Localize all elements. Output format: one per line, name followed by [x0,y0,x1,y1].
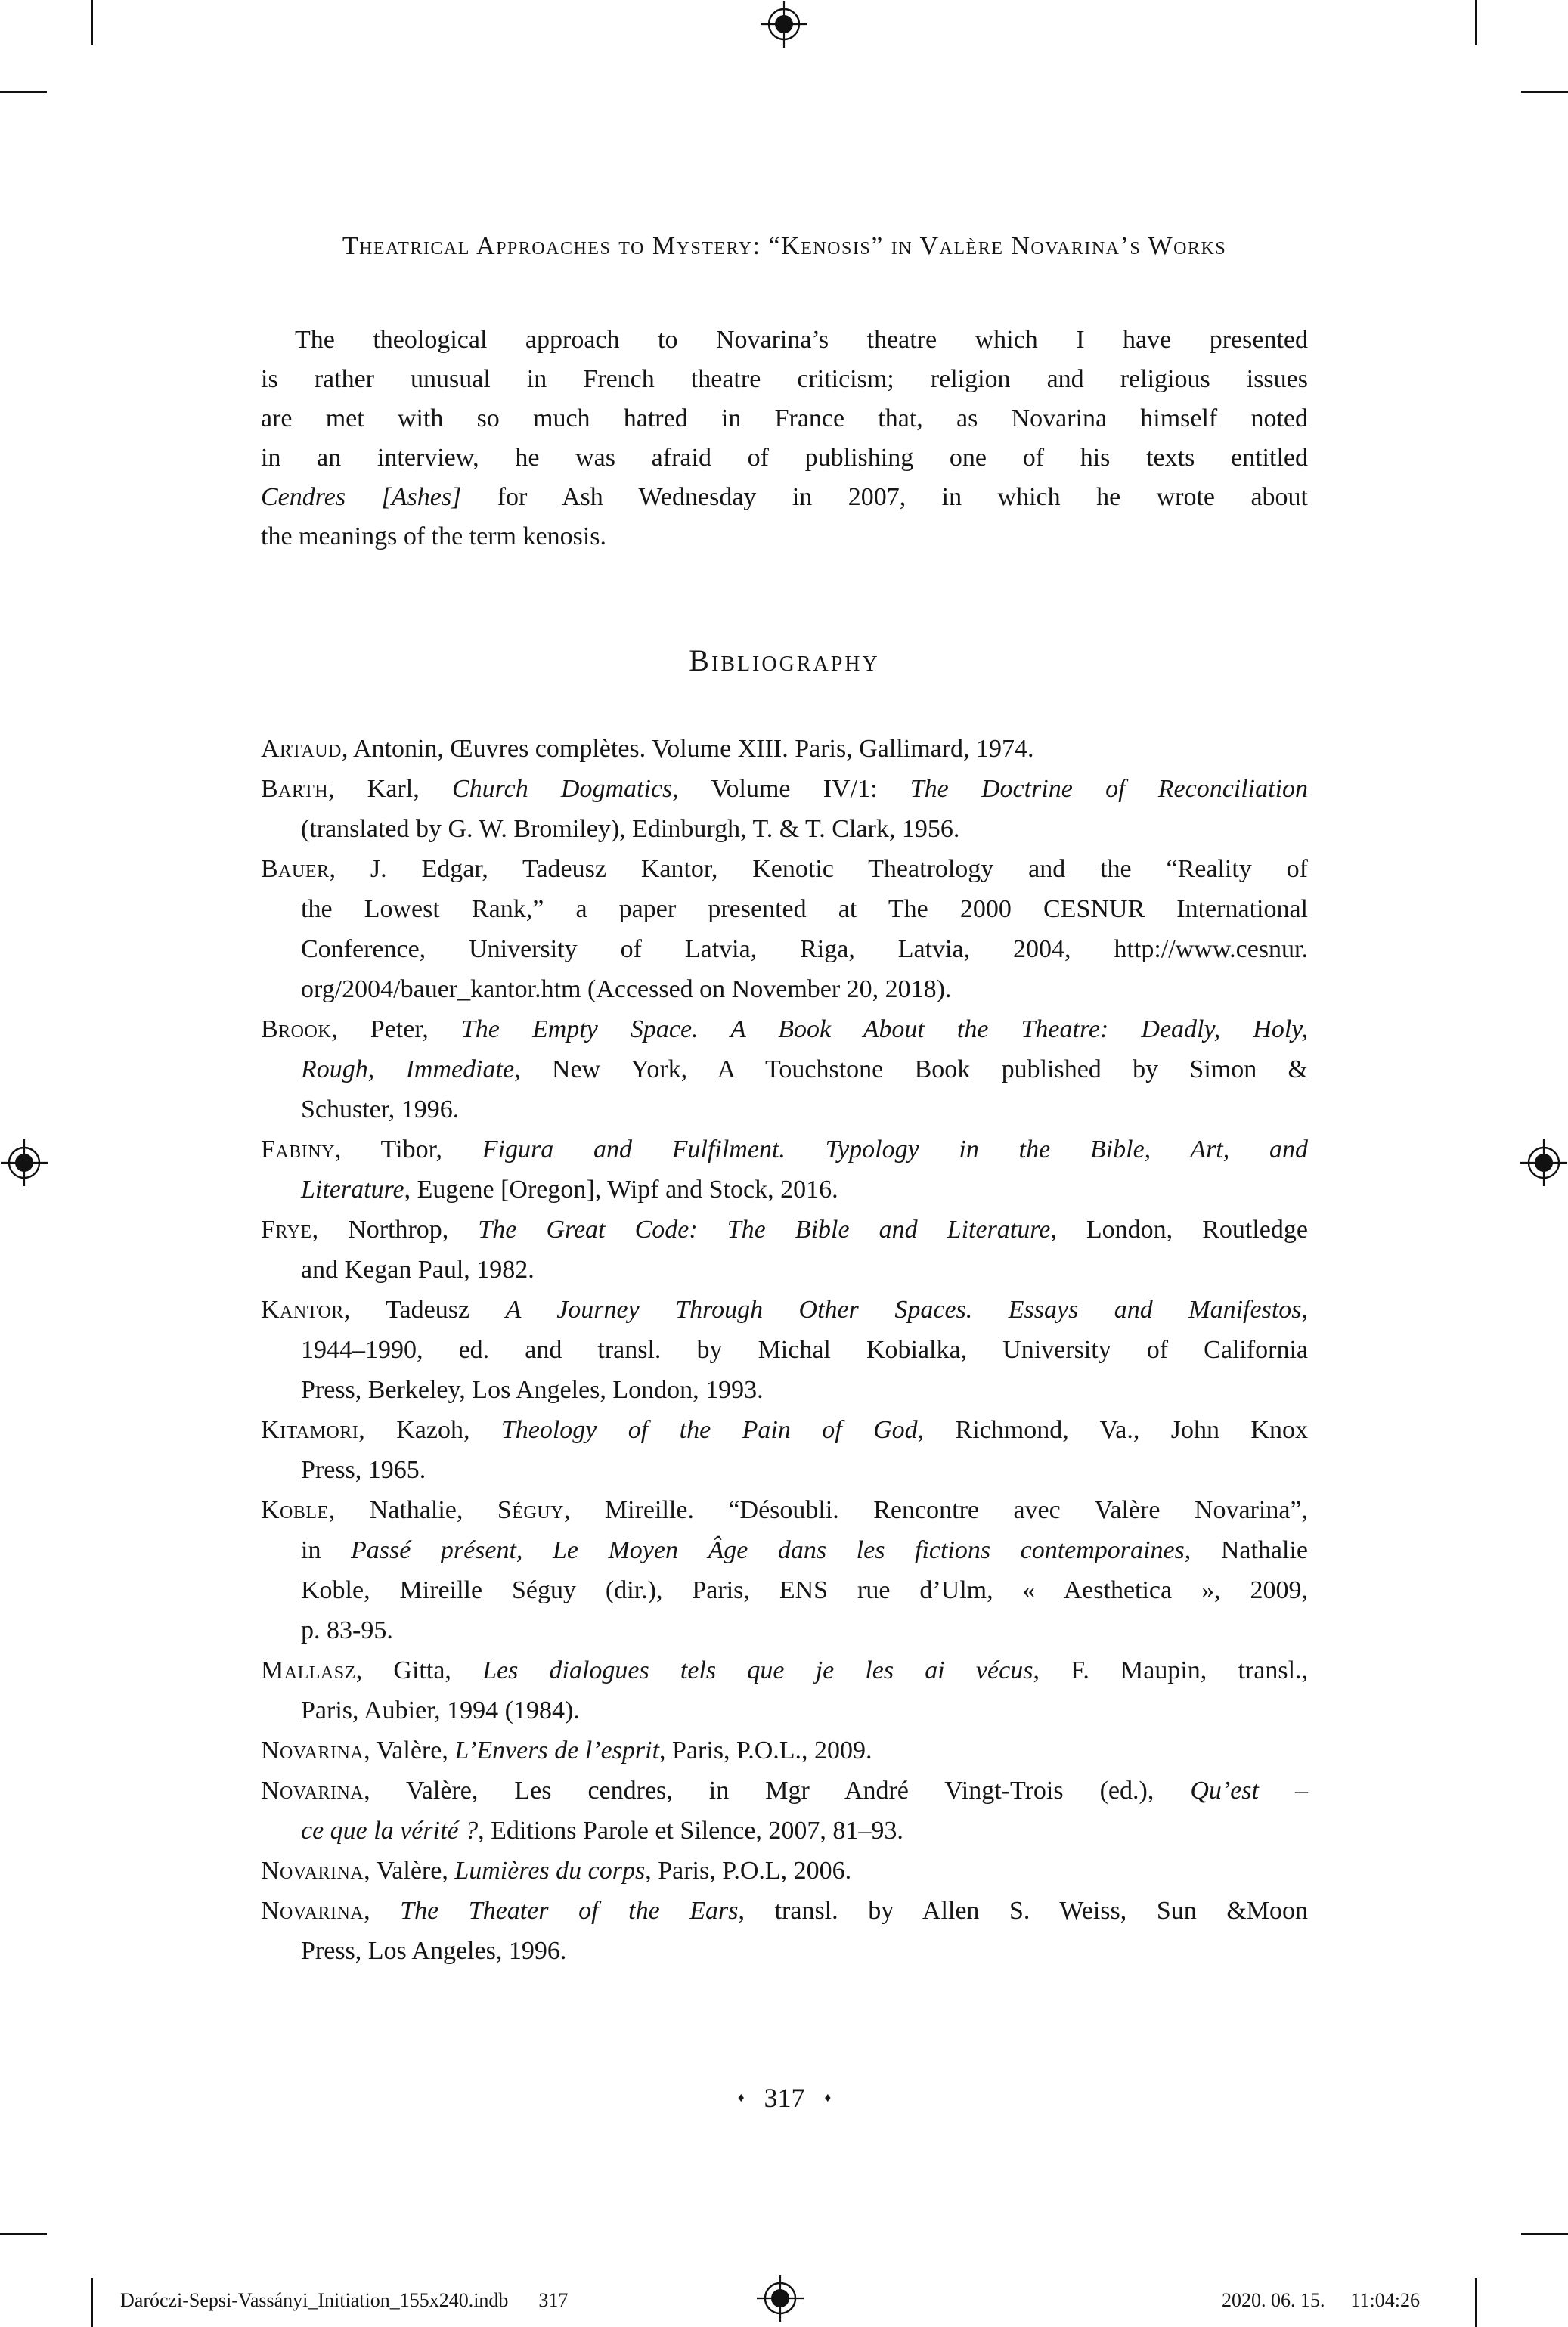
bibliography-entry [261,729,1308,769]
text-segment: and Kegan Paul, 1982. [301,1256,535,1284]
text-segment: , Gitta, [355,1656,483,1684]
author-name: Mallasz [261,1656,356,1684]
text-line [261,1009,1308,1049]
text-line [261,729,1308,769]
footer-filename: Daróczi-Sepsi-Vassányi_Initiation_155x240.indb [120,2289,509,2311]
text-line [261,1370,1308,1410]
body-paragraph [261,321,1308,556]
author-name: Barth [261,775,329,803]
author-name: Bauer [261,855,330,883]
bibliography-entry [261,1650,1308,1731]
author-name: Kantor [261,1296,344,1324]
text-segment: , Mireille. “Désoubli. Rencontre avec Valère Novarina”, [563,1496,1308,1524]
chapter-running-head: Theatrical Approaches to Mystery: “Kenosis” in Valère Novarina’s Works [342,232,1227,260]
text-line [261,1610,1308,1650]
footer-date: 2020. 06. 15. [1222,2289,1325,2311]
work-title: Rough, Immediate [301,1055,515,1083]
bibliography-entry [261,1891,1308,1971]
crop-mark [1521,91,1568,93]
text-line [261,1570,1308,1610]
work-title: The Doctrine of Reconciliation [910,775,1309,803]
page-number [261,2081,1308,2115]
text-segment: 1944–1990, ed. and transl. by Michal Kobialka, University of California [301,1336,1308,1364]
text-segment: Press, Los Angeles, 1996. [301,1937,567,1965]
bibliography-entry [261,769,1308,849]
text-segment: Press, 1965. [301,1456,426,1484]
text-line [261,1250,1308,1290]
work-title: Qu’est – [1190,1777,1308,1805]
work-title: Les dialogues tels que je les ai vécus [482,1656,1033,1684]
text-segment: , Valère, Les cendres, in Mgr André Vingt-Trois (ed.), [364,1777,1191,1805]
crop-mark [1475,0,1477,45]
text-line [261,809,1308,849]
text-segment: Koble, Mireille Séguy (dir.), Paris, ENS rue d’Ulm, « Aesthetica », 2009, [301,1576,1308,1604]
text-line [261,399,1308,438]
work-title: Passé présent, Le Moyen Âge dans les fictions contemporaines [350,1536,1185,1564]
text-segment: Schuster, 1996. [301,1095,460,1123]
text-line [261,1450,1308,1490]
crop-mark [0,91,47,93]
text-line [261,1891,1308,1931]
work-title: A Journey Through Other Spaces. Essays and Manifestos [505,1296,1302,1324]
work-title: ce que la vérité ? [301,1817,479,1845]
text-segment: , Valère, [364,1857,455,1885]
footer-time: 11:04:26 [1350,2289,1420,2311]
text-segment: , Tibor, [334,1136,482,1164]
text-line [261,1771,1308,1811]
author-name: Kitamori [261,1416,359,1444]
text-line [261,1690,1308,1731]
text-segment: Press, Berkeley, Los Angeles, London, 1993. [301,1376,764,1404]
author-name: Fabiny [261,1136,335,1164]
text-line [261,1049,1308,1089]
text-segment: , Peter, [331,1015,461,1043]
text-line [261,929,1308,969]
text-line [261,1650,1308,1690]
work-title: Lumières du corps [454,1857,646,1885]
text-line [261,1490,1308,1530]
diamond-ornament-icon: ♦ [824,2090,832,2105]
text-line [261,1330,1308,1370]
text-segment: , transl. by Allen S. Weiss, Sun &Moon [738,1897,1308,1925]
work-title: The Great Code: The Bible and Literature [478,1216,1051,1244]
work-title: Cendres [Ashes] [261,483,462,511]
text-line [261,478,1308,517]
author-name: Artaud [261,735,342,763]
text-segment: p. 83-95. [301,1616,393,1644]
text-line [261,517,1308,556]
text-line [261,769,1308,809]
text-segment: in [301,1536,351,1564]
bibliography-heading: Bibliography [689,643,880,677]
text-segment: the meanings of the term kenosis. [261,522,607,550]
bibliography-entry [261,1210,1308,1290]
text-segment: , Northrop, [311,1216,479,1244]
work-title: The Theater of the Ears [400,1897,739,1925]
crop-mark [0,2233,47,2235]
text-segment: , Richmond, Va., John Knox [917,1416,1308,1444]
text-line [261,1290,1308,1330]
author-name: Novarina [261,1857,364,1885]
page-number-value: 317 [764,2083,805,2113]
work-title: Figura and Fulfilment. Typology in the Bible, Art, and [482,1136,1309,1164]
text-line [261,321,1308,360]
bibliography-entry [261,1290,1308,1410]
text-line [261,360,1308,399]
text-line [261,1410,1308,1450]
text-segment: , Paris, P.O.L, 2006. [645,1857,852,1885]
text-line [261,1170,1308,1210]
text-segment: , Tadeusz [343,1296,506,1324]
text-segment: , Eugene [Oregon], Wipf and Stock, 2016. [404,1176,838,1204]
author-name: Novarina [261,1897,364,1925]
bibliography-entry [261,1490,1308,1650]
bibliography-entry [261,1851,1308,1891]
text-line [261,1089,1308,1129]
work-title: Theology of the Pain of God [500,1416,918,1444]
text-line [261,438,1308,478]
text-segment: , New York, A Touchstone Book published by Simon & [514,1055,1308,1083]
text-line [261,889,1308,929]
crop-mark [1521,2233,1568,2235]
text-line [261,1530,1308,1570]
text-segment: The theological approach to Novarina’s theatre which I have presented [295,326,1308,354]
work-title: Literature [301,1176,404,1204]
text-segment: are met with so much hatred in France that, as Novarina himself noted [261,404,1308,432]
footer-slug [120,2288,568,2313]
text-segment: in an interview, he was afraid of publishing one of his texts entitled [261,444,1308,472]
text-segment: , F. Maupin, transl., [1033,1656,1309,1684]
bibliography-entry [261,1731,1308,1771]
text-segment: Paris, Aubier, 1994 (1984). [301,1696,580,1724]
text-segment: org/2004/bauer_kantor.htm (Accessed on November 20, 2018). [301,975,952,1003]
text-line [261,1210,1308,1250]
text-segment: , Antonin, Œuvres complètes. Volume XIII. Paris, Gallimard, 1974. [341,735,1034,763]
text-line [261,1129,1308,1170]
text-segment: , London, Routledge [1050,1216,1308,1244]
text-segment: , Nathalie, [328,1496,497,1524]
text-line [261,1931,1308,1971]
text-segment: , Kazoh, [358,1416,501,1444]
text-segment: the Lowest Rank,” a paper presented at The 2000 CESNUR International [301,895,1308,923]
registration-mark-icon [0,1139,48,1187]
crop-mark [1475,2278,1477,2327]
text-segment: , Valère, [364,1737,455,1765]
text-segment: , [364,1897,401,1925]
author-name: Frye [261,1216,312,1244]
text-segment: , J. Edgar, Tadeusz Kantor, Kenotic Theatrology and the “Reality of [329,855,1308,883]
author-name: Séguy [497,1496,564,1524]
text-segment: , [1301,1296,1308,1324]
crop-mark [91,2278,93,2327]
author-name: Brook [261,1015,332,1043]
text-segment: (translated by G. W. Bromiley), Edinburgh, T. & T. Clark, 1956. [301,815,960,843]
registration-mark-icon [760,0,808,48]
footer-timestamp [1222,2288,1420,2313]
diamond-ornament-icon: ♦ [737,2090,745,2105]
text-segment: , Paris, P.O.L., 2009. [659,1737,872,1765]
text-segment: , Karl, [328,775,452,803]
text-segment: , Nathalie [1184,1536,1308,1564]
text-segment: , Editions Parole et Silence, 2007, 81–93. [478,1817,903,1845]
bibliography-entry [261,1129,1308,1210]
bibliography-list [261,729,1308,1971]
author-name: Koble [261,1496,329,1524]
registration-mark-icon [1520,1139,1568,1187]
author-name: Novarina [261,1777,364,1805]
bibliography-entry [261,1009,1308,1129]
text-segment: is rather unusual in French theatre criticism; religion and religious issues [261,365,1308,393]
text-segment: for Ash Wednesday in 2007, in which he wrote about [461,483,1308,511]
work-title: Church Dogmatics [451,775,673,803]
text-segment: Conference, University of Latvia, Riga, Latvia, 2004, http://www.cesnur. [301,935,1308,963]
work-title: The Empty Space. A Book About the Theatre: Deadly, Holy, [460,1015,1309,1043]
text-line [261,849,1308,889]
crop-mark [91,0,93,45]
author-name: Novarina [261,1737,364,1765]
text-line [261,1731,1308,1771]
text-line [261,1851,1308,1891]
bibliography-entry [261,849,1308,1009]
work-title: L’Envers de l’esprit [454,1737,660,1765]
text-segment: , Volume IV/1: [672,775,910,803]
text-line [261,969,1308,1009]
footer-page-ref: 317 [538,2289,569,2311]
bibliography-entry [261,1771,1308,1851]
registration-mark-icon [756,2274,804,2322]
bibliography-entry [261,1410,1308,1490]
text-line [261,1811,1308,1851]
